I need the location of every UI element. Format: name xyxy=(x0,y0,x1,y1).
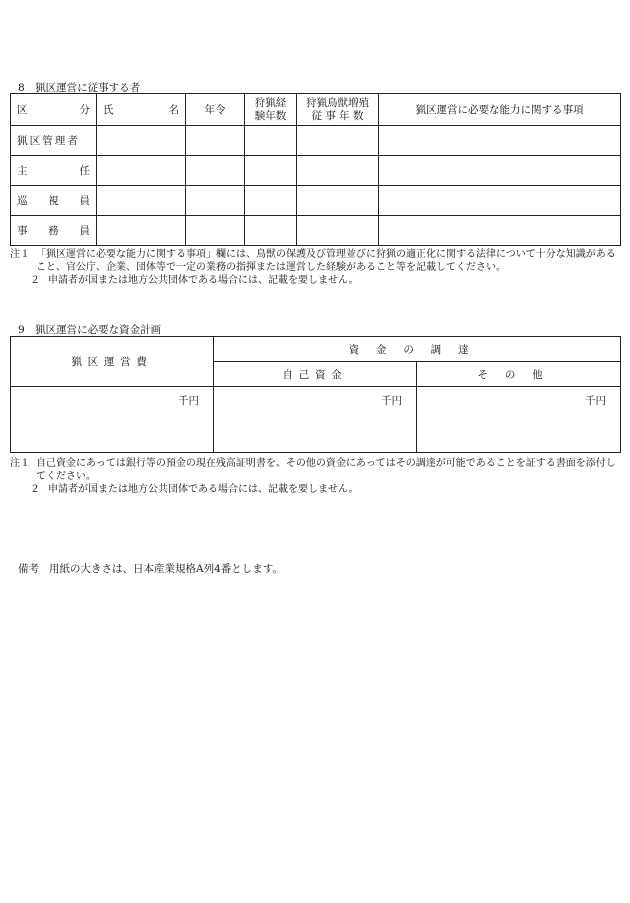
cell-name[interactable] xyxy=(97,126,186,156)
header-funding-text: 資金の調達 xyxy=(348,343,486,356)
row-label-patrol-b: 員 xyxy=(79,195,90,207)
row-label-patrol xyxy=(11,186,97,216)
section8-note1-label: 注１ xyxy=(10,249,30,260)
row-label-manager-text: 猟区管理者 xyxy=(17,135,80,147)
header-own xyxy=(214,362,417,387)
section9-title: 9 猟区運営に必要な資金計画 xyxy=(18,324,162,336)
row-label-chief-a: 主 xyxy=(17,165,28,177)
cell-age[interactable] xyxy=(186,126,245,156)
row-label-patrol-m: 視 xyxy=(48,195,59,207)
row-label-clerk-m: 務 xyxy=(48,225,59,237)
section8-title: 8 猟区運営に従事する者 xyxy=(18,82,141,94)
cell-hunting-years[interactable] xyxy=(245,126,297,156)
section8-note1-text: 「猟区運営に必要な能力に関する事項」欄には、鳥獣の保護及び管理並びに狩猟の適正化に関する法律について十分な知識があること、官公庁、企業、団体等で一定の業務の指揮または運営した経験があること等を記載してください。 xyxy=(36,249,616,273)
funding-header-row xyxy=(11,337,621,362)
section8-note2 xyxy=(10,274,622,287)
staff-table-header-row xyxy=(11,94,621,126)
other-value-cell[interactable] xyxy=(417,387,621,453)
cost-unit: 千円 xyxy=(178,395,199,407)
funding-table xyxy=(10,336,621,453)
cell-hunting-years[interactable] xyxy=(245,156,297,186)
cell-ability[interactable] xyxy=(379,216,621,246)
cell-age[interactable] xyxy=(186,216,245,246)
remarks-label: 備考 xyxy=(18,563,39,575)
cell-ability[interactable] xyxy=(379,126,621,156)
table-row xyxy=(11,126,621,156)
header-other xyxy=(417,362,621,387)
section8-note1 xyxy=(10,248,622,274)
row-label-patrol-a: 巡 xyxy=(17,195,28,207)
header-name-a: 氏 xyxy=(103,104,114,116)
other-unit: 千円 xyxy=(585,395,606,407)
header-category-b: 分 xyxy=(79,104,90,116)
header-breeding-years-line2: 従 事 年 数 xyxy=(311,109,364,122)
header-hunting-years-line2: 験年数 xyxy=(254,109,287,122)
cell-ability[interactable] xyxy=(379,156,621,186)
table-row xyxy=(11,156,621,186)
own-unit: 千円 xyxy=(381,395,402,407)
table-row xyxy=(11,216,621,246)
own-value-cell[interactable] xyxy=(214,387,417,453)
header-name xyxy=(97,94,186,126)
cost-value-cell[interactable] xyxy=(11,387,214,453)
header-hunting-years xyxy=(245,94,297,126)
section9-note1-text: 自己資金にあっては銀行等の預金の現在残高証明書を、その他の資金にあってはその調達が可能であることを証する書面を添付してください。 xyxy=(36,458,616,482)
cell-breeding-years[interactable] xyxy=(297,186,379,216)
cell-name[interactable] xyxy=(97,186,186,216)
cell-breeding-years[interactable] xyxy=(297,156,379,186)
header-ability: 猟区運営に必要な能力に関する事項 xyxy=(379,94,621,126)
section9-note1 xyxy=(10,457,622,483)
header-funding xyxy=(214,337,621,362)
cell-breeding-years[interactable] xyxy=(297,126,379,156)
section8-notes xyxy=(10,248,622,287)
section9-note2 xyxy=(10,483,622,496)
header-other-text: その他 xyxy=(477,368,560,381)
section9-note1-label: 注１ xyxy=(10,458,30,469)
row-label-manager xyxy=(11,126,97,156)
header-own-text: 自己資金 xyxy=(282,368,348,381)
header-category xyxy=(11,94,97,126)
row-label-chief xyxy=(11,156,97,186)
cell-ability[interactable] xyxy=(379,186,621,216)
header-breeding-years-line1: 狩猟鳥獣増殖 xyxy=(306,96,369,109)
cell-age[interactable] xyxy=(186,186,245,216)
table-row xyxy=(11,186,621,216)
row-label-clerk-a: 事 xyxy=(17,225,28,237)
header-name-b: 名 xyxy=(168,104,179,116)
row-label-clerk-b: 員 xyxy=(79,225,90,237)
section8-note2-label: ２ xyxy=(30,275,40,286)
funding-value-row xyxy=(11,387,621,453)
remarks-text: 用紙の大きさは、日本産業規格A列4番とします。 xyxy=(49,563,283,575)
staff-table xyxy=(10,93,621,246)
remarks xyxy=(18,561,283,576)
cell-hunting-years[interactable] xyxy=(245,216,297,246)
header-hunting-years-line1: 狩猟経 xyxy=(254,96,287,109)
row-label-clerk xyxy=(11,216,97,246)
section9-note2-text: 申請者が国または地方公共団体である場合には、記載を要しません。 xyxy=(48,484,359,495)
section8-note2-text: 申請者が国または地方公共団体である場合には、記載を要しません。 xyxy=(48,275,359,286)
cell-hunting-years[interactable] xyxy=(245,186,297,216)
cell-name[interactable] xyxy=(97,156,186,186)
cell-breeding-years[interactable] xyxy=(297,216,379,246)
section9-note2-label: ２ xyxy=(30,484,40,495)
header-cost-text: 猟区運営費 xyxy=(71,356,153,368)
header-cost xyxy=(11,337,214,387)
row-label-chief-b: 任 xyxy=(79,165,90,177)
header-age: 年令 xyxy=(186,94,245,126)
header-category-a: 区 xyxy=(17,104,28,116)
section9-notes xyxy=(10,457,622,496)
header-breeding-years xyxy=(297,94,379,126)
cell-age[interactable] xyxy=(186,156,245,186)
cell-name[interactable] xyxy=(97,216,186,246)
